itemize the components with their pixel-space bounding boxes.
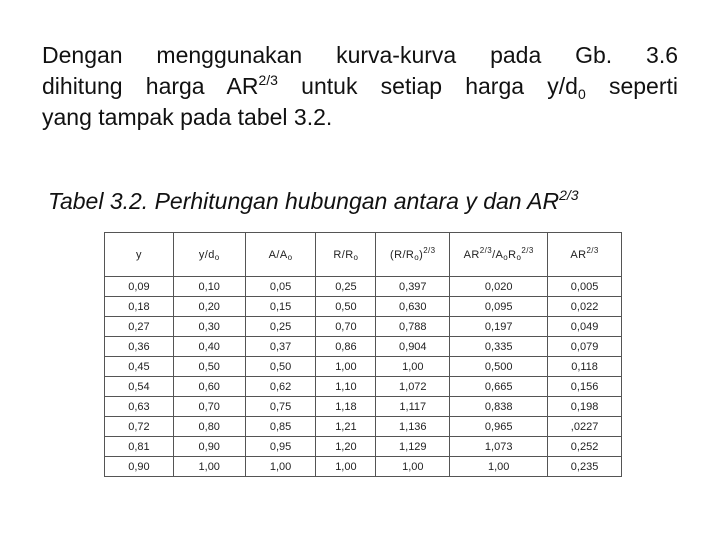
column-header-text: y/d: [198, 248, 215, 261]
table-cell: 0,15: [245, 297, 316, 317]
column-header: [548, 233, 622, 277]
table-cell: 1,21: [316, 417, 376, 437]
table-cell: 0,60: [173, 377, 245, 397]
column-header: [450, 233, 548, 277]
column-header-text: (R/R: [390, 248, 415, 261]
table-cell: 0,81: [105, 437, 174, 457]
table-cell: 0,156: [548, 377, 622, 397]
intro-line-2-superscript: 2/3: [258, 72, 278, 88]
table-cell: 1,00: [245, 457, 316, 477]
table-row: [105, 317, 622, 337]
calculation-table: [104, 232, 622, 477]
table-cell: 0,049: [548, 317, 622, 337]
table-row: [105, 417, 622, 437]
table-cell: 0,50: [245, 357, 316, 377]
column-header: [316, 233, 376, 277]
column-header-supscript: 2/3: [423, 245, 436, 255]
table-cell: 1,00: [376, 357, 450, 377]
column-header-subscript: o: [287, 252, 293, 262]
intro-line-2-part-c: seperti: [585, 73, 678, 99]
table-cell: 0,118: [548, 357, 622, 377]
table-cell: ,0227: [548, 417, 622, 437]
table-cell: 0,54: [105, 377, 174, 397]
table-cell: 0,904: [376, 337, 450, 357]
column-header-text: y: [135, 248, 142, 261]
table-row: [105, 437, 622, 457]
table-cell: 0,965: [450, 417, 548, 437]
table-cell: 1,00: [316, 357, 376, 377]
table-row: [105, 297, 622, 317]
column-header-text: AR: [570, 248, 587, 261]
table-row: [105, 337, 622, 357]
table-row: [105, 277, 622, 297]
column-header: [245, 233, 316, 277]
table-cell: 1,10: [316, 377, 376, 397]
table-cell: 0,45: [105, 357, 174, 377]
table-cell: 1,00: [450, 457, 548, 477]
table-cell: 1,136: [376, 417, 450, 437]
table-cell: 0,235: [548, 457, 622, 477]
table-cell: 0,252: [548, 437, 622, 457]
table-cell: 1,073: [450, 437, 548, 457]
table-cell: 1,00: [316, 457, 376, 477]
column-header-text: ): [419, 248, 424, 261]
table-cell: 0,665: [450, 377, 548, 397]
intro-line-2-part-b: untuk setiap harga y/d: [277, 73, 578, 99]
table-cell: 1,20: [316, 437, 376, 457]
column-header-subscript: o: [516, 252, 522, 262]
table-cell: 1,18: [316, 397, 376, 417]
table-cell: 0,37: [245, 337, 316, 357]
table-cell: 0,630: [376, 297, 450, 317]
table-cell: 1,00: [376, 457, 450, 477]
intro-line-1: [42, 40, 678, 71]
table-cell: 0,09: [105, 277, 174, 297]
table-row: [105, 377, 622, 397]
column-header-subscript: o: [353, 252, 359, 262]
intro-line-3: [42, 102, 678, 133]
table-cell: 1,117: [376, 397, 450, 417]
column-header-supscript: 2/3: [521, 245, 534, 255]
table-row: [105, 357, 622, 377]
table-cell: 0,85: [245, 417, 316, 437]
table-cell: 0,25: [245, 317, 316, 337]
intro-paragraph: [42, 40, 678, 133]
table-row: [105, 397, 622, 417]
column-header-subscript: o: [414, 252, 420, 262]
table-cell: 0,90: [173, 437, 245, 457]
table-cell: 0,197: [450, 317, 548, 337]
table-cell: 0,079: [548, 337, 622, 357]
column-header: [173, 233, 245, 277]
table-cell: 0,397: [376, 277, 450, 297]
table-cell: 0,838: [450, 397, 548, 417]
table-cell: 0,25: [316, 277, 376, 297]
table-caption-text: Tabel 3.2. Perhitungan hubungan antara y dan AR: [48, 188, 560, 214]
intro-line-3-text: yang tampak pada tabel 3.2.: [42, 104, 333, 130]
table-cell: 0,095: [450, 297, 548, 317]
table-cell: 0,30: [173, 317, 245, 337]
column-header: [105, 233, 174, 277]
intro-line-2-part-a: dihitung harga AR: [42, 73, 259, 99]
column-header-subscript: o: [214, 252, 220, 262]
table-cell: 0,95: [245, 437, 316, 457]
table-cell: 0,72: [105, 417, 174, 437]
table-cell: 0,80: [173, 417, 245, 437]
table-cell: 1,00: [173, 457, 245, 477]
table-cell: 0,198: [548, 397, 622, 417]
column-header-text: AR: [463, 248, 480, 261]
table-cell: 0,05: [245, 277, 316, 297]
table-cell: 0,70: [316, 317, 376, 337]
table-cell: 0,75: [245, 397, 316, 417]
column-header-text: A/A: [268, 248, 288, 261]
table-cell: 0,27: [105, 317, 174, 337]
column-header-supscript: 2/3: [586, 245, 599, 255]
table-cell: 0,18: [105, 297, 174, 317]
table-cell: 0,50: [316, 297, 376, 317]
table-cell: 0,335: [450, 337, 548, 357]
table-cell: 0,022: [548, 297, 622, 317]
column-header-text: /A: [492, 248, 504, 261]
table-cell: 0,36: [105, 337, 174, 357]
table-cell: 0,500: [450, 357, 548, 377]
table-cell: 0,62: [245, 377, 316, 397]
table-cell: 0,40: [173, 337, 245, 357]
column-header-subscript: o: [503, 252, 509, 262]
table-cell: 1,072: [376, 377, 450, 397]
table-cell: 0,788: [376, 317, 450, 337]
table-cell: 0,005: [548, 277, 622, 297]
intro-line-2: [42, 71, 678, 102]
table-body: [105, 277, 622, 477]
table-cell: 0,50: [173, 357, 245, 377]
table-caption: [48, 186, 688, 216]
table-row: [105, 457, 622, 477]
column-header-text: R: [508, 248, 517, 261]
intro-line-2-subscript: 0: [577, 86, 586, 102]
table-cell: 1,129: [376, 437, 450, 457]
table-cell: 0,20: [173, 297, 245, 317]
table-cell: 0,63: [105, 397, 174, 417]
column-header: [376, 233, 450, 277]
column-header-text: R/R: [333, 248, 354, 261]
table-cell: 0,90: [105, 457, 174, 477]
table-cell: 0,020: [450, 277, 548, 297]
column-header-supscript: 2/3: [479, 245, 493, 255]
table-header-row: [105, 233, 622, 277]
table-cell: 0,70: [173, 397, 245, 417]
intro-line-1-text: Dengan menggunakan kurva-kurva pada Gb. 3.6: [42, 42, 678, 68]
table-caption-superscript: 2/3: [559, 187, 579, 203]
table-cell: 0,86: [316, 337, 376, 357]
table-cell: 0,10: [173, 277, 245, 297]
